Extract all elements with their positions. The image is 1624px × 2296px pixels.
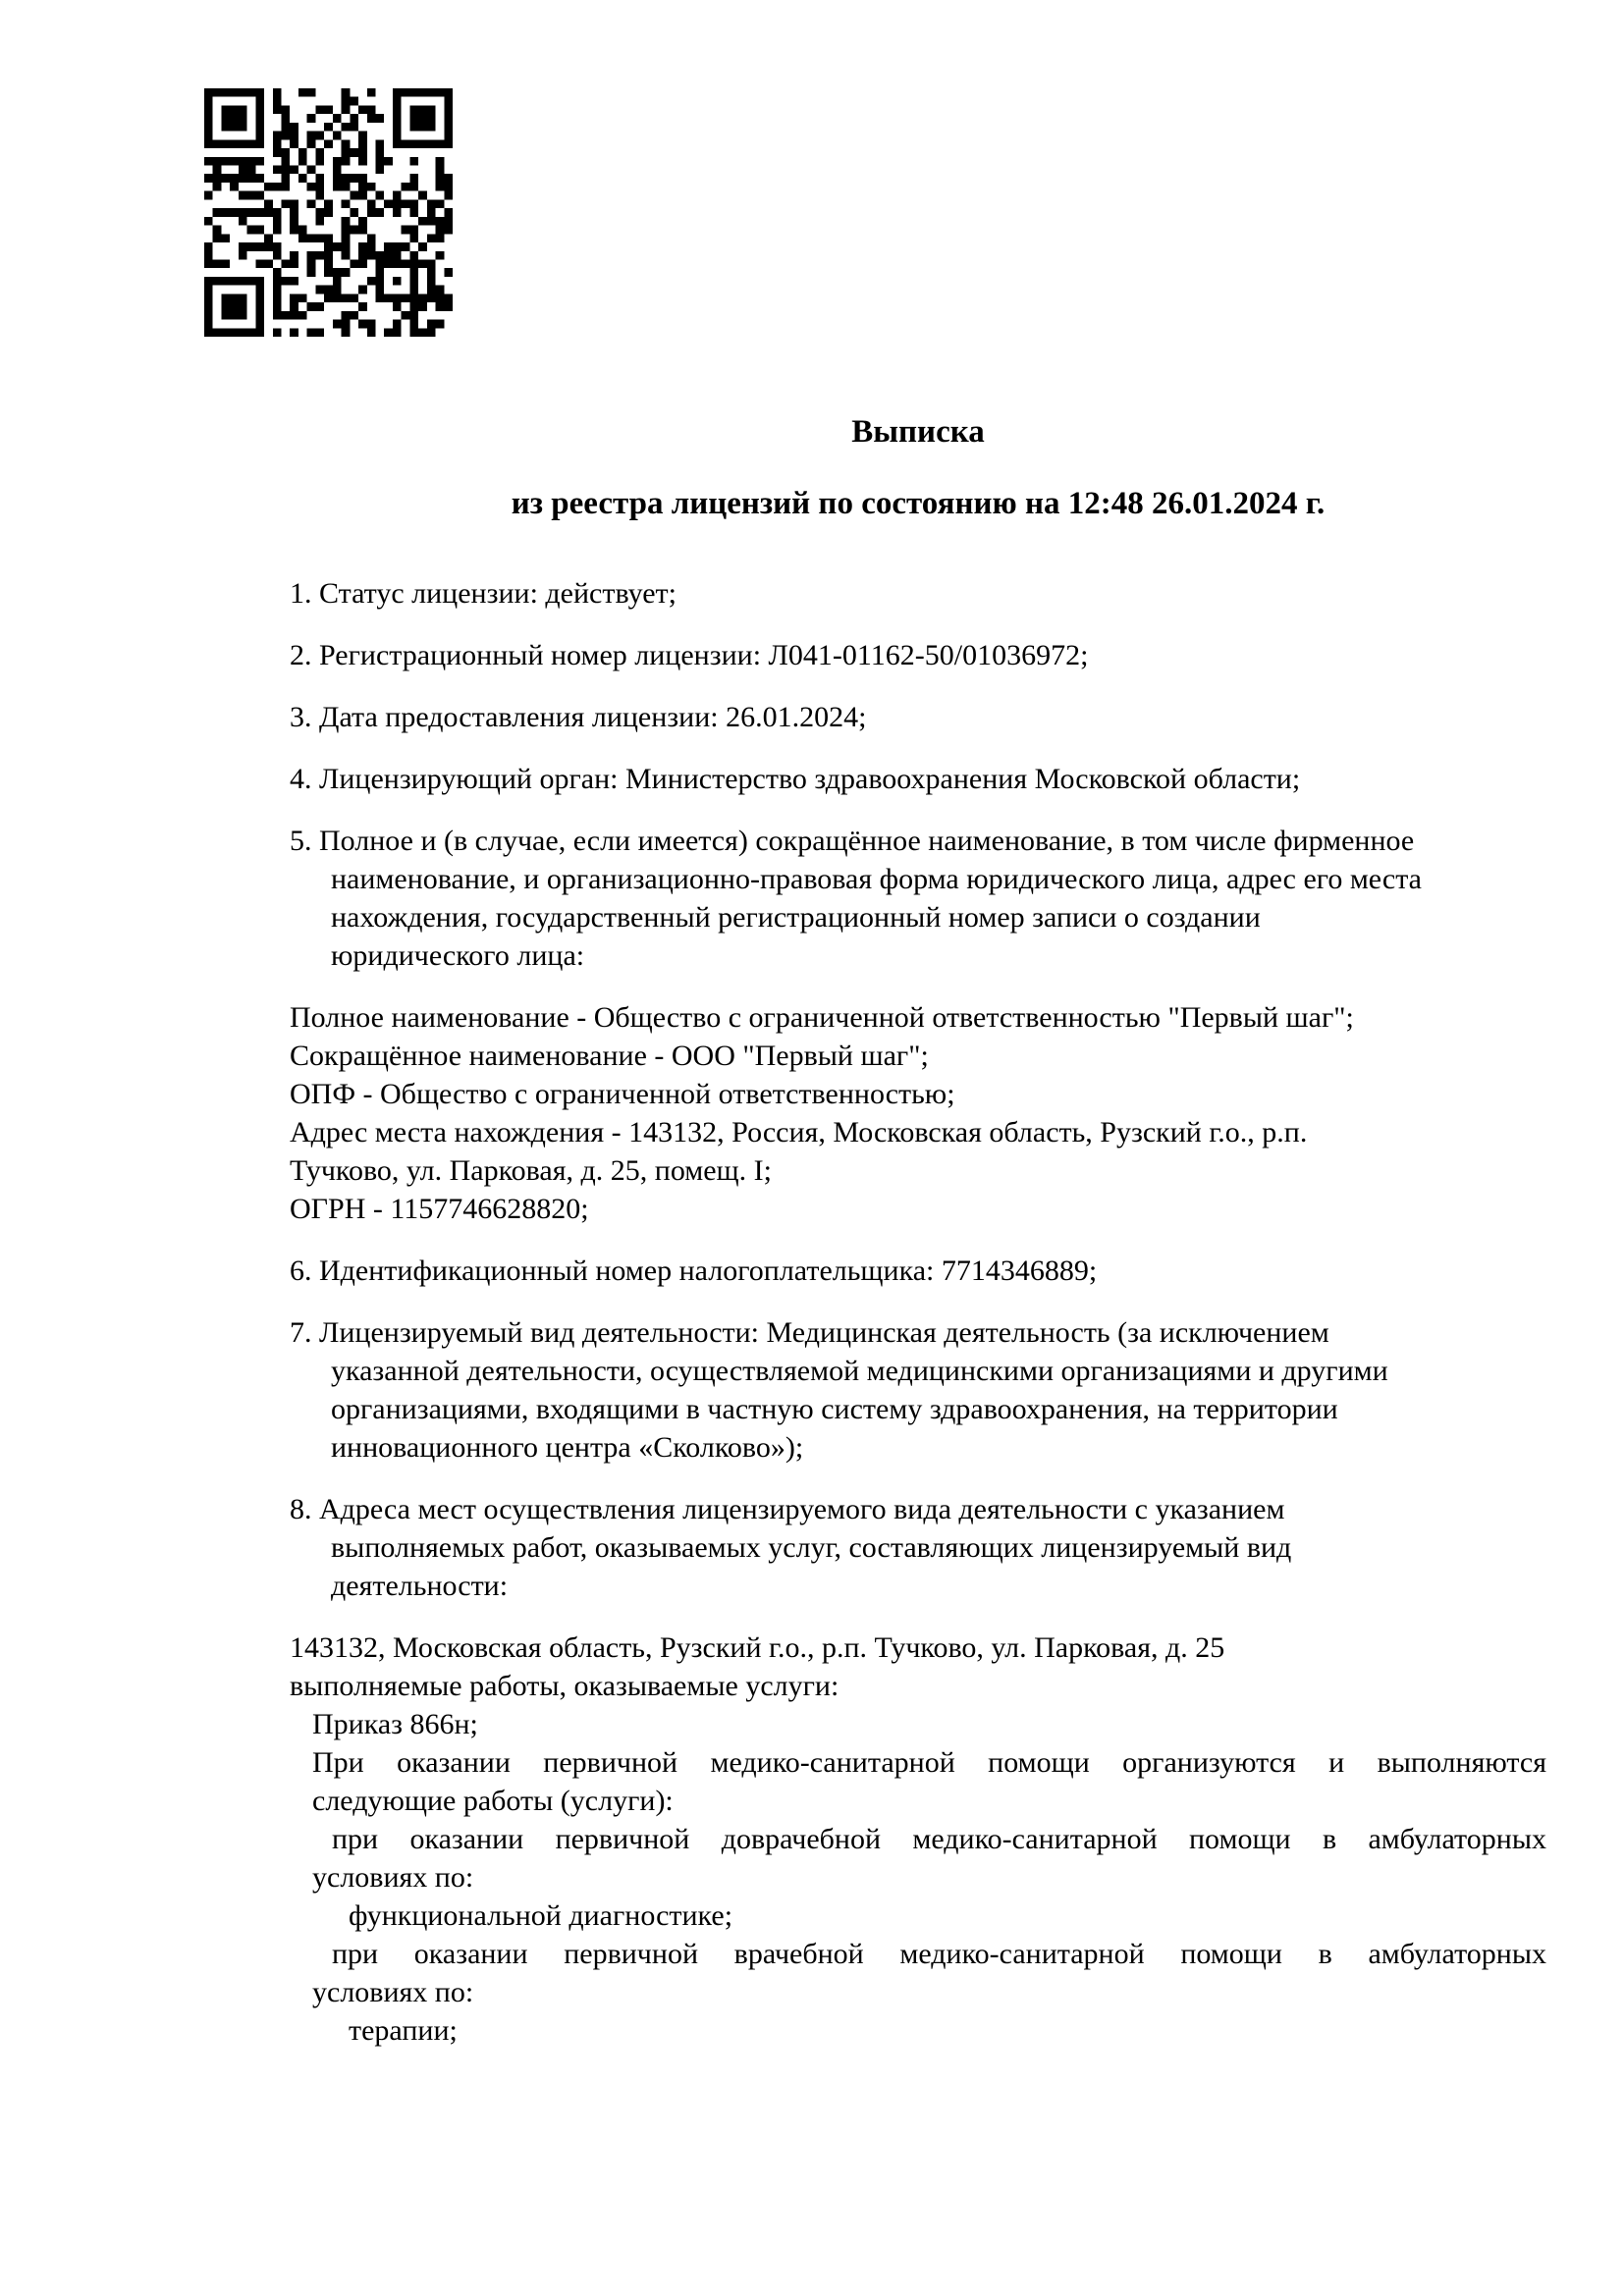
works-service-line: терапии;: [349, 2014, 458, 2047]
item-5-line: юридического лица:: [331, 939, 585, 972]
org-address-line: Тучково, ул. Парковая, д. 25, помещ. I;: [290, 1154, 772, 1187]
item-7-line: инновационного центра «Сколково»);: [331, 1431, 804, 1464]
org-short-name-line: Сокращённое наименование - ООО "Первый шаг";: [290, 1040, 929, 1072]
works-address-line: 143132, Московская область, Рузский г.о., р.п. Тучково, ул. Парковая, д. 25: [290, 1631, 1225, 1664]
item-7-line: указанной деятельности, осуществляемой медицинскими организациями и другими: [331, 1355, 1388, 1387]
works-line: при оказании первичной доврачебной медико-санитарной помощи в амбулаторных: [332, 1823, 1546, 1855]
works-line: при оказании первичной врачебной медико-санитарной помощи в амбулаторных: [332, 1938, 1546, 1970]
item-8-line: деятельности:: [331, 1570, 509, 1602]
works-header-line: выполняемые работы, оказываемые услуги:: [290, 1670, 839, 1702]
item-1-license-status: 1. Статус лицензии: действует;: [290, 577, 677, 610]
document-subtitle: из реестра лицензий по состоянию на 12:48 26.01.2024 г.: [511, 486, 1326, 521]
works-line: условиях по:: [312, 1976, 474, 2008]
item-5-line: нахождения, государственный регистрационный номер записи о создании: [331, 901, 1261, 934]
works-line: При оказании первичной медико-санитарной помощи организуются и выполняются: [312, 1746, 1546, 1779]
works-service-line: функциональной диагностике;: [349, 1899, 733, 1932]
org-ogrn-line: ОГРН - 1157746628820;: [290, 1193, 589, 1225]
item-5-line: наименование, и организационно-правовая форма юридического лица, адрес его места: [331, 863, 1422, 895]
item-8-line: 8. Адреса мест осуществления лицензируемого вида деятельности с указанием: [290, 1493, 1285, 1525]
item-7-line: 7. Лицензируемый вид деятельности: Медицинская деятельность (за исключением: [290, 1316, 1329, 1349]
org-address-line: Адрес места нахождения - 143132, Россия, Московская область, Рузский г.о., р.п.: [290, 1116, 1308, 1148]
works-line: условиях по:: [312, 1861, 474, 1894]
works-line: следующие работы (услуги):: [312, 1785, 674, 1817]
item-8-line: выполняемых работ, оказываемых услуг, составляющих лицензируемый вид: [331, 1531, 1292, 1564]
item-6-inn: 6. Идентификационный номер налогоплательщика: 7714346889;: [290, 1255, 1098, 1287]
org-legal-form-line: ОПФ - Общество с ограниченной ответственностью;: [290, 1078, 955, 1110]
item-2-registration-number: 2. Регистрационный номер лицензии: Л041-01162-50/01036972;: [290, 639, 1089, 671]
item-3-grant-date: 3. Дата предоставления лицензии: 26.01.2024;: [290, 701, 867, 733]
document-title: Выписка: [851, 414, 985, 450]
org-full-name-line: Полное наименование - Общество с ограниченной ответственностью "Первый шаг";: [290, 1001, 1354, 1034]
works-order-line: Приказ 866н;: [312, 1708, 478, 1740]
document-body: [290, 0, 1546, 2050]
item-7-line: организациями, входящими в частную систему здравоохранения, на территории: [331, 1393, 1338, 1425]
item-4-licensing-authority: 4. Лицензирующий орган: Министерство здравоохранения Московской области;: [290, 763, 1301, 795]
item-5-line: 5. Полное и (в случае, если имеется) сокращённое наименование, в том числе фирменное: [290, 825, 1415, 857]
